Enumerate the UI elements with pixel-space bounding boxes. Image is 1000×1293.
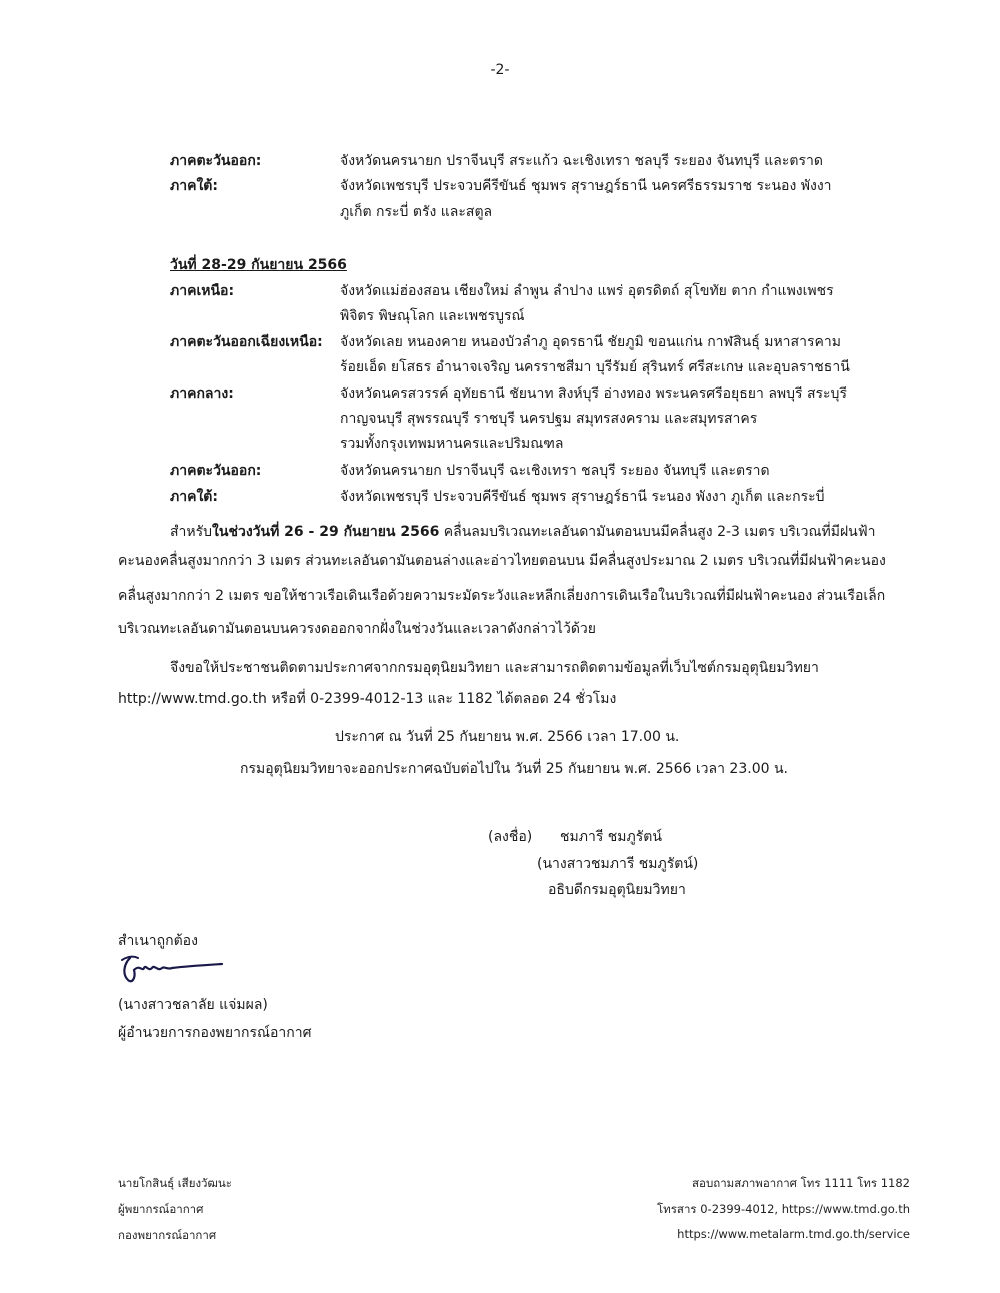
region-label-south-2: ภาคใต้: bbox=[170, 489, 218, 505]
region-provinces-north: จังหวัดแม่ฮ่องสอน เชียงใหม่ ลำพูน ลำปาง แพร่ อุตรดิตถ์ สุโขทัย ตาก กำแพงเพชร bbox=[340, 283, 834, 299]
region-provinces-south-1: จังหวัดเพชรบุรี ประจวบคีรีขันธ์ ชุมพร สุราษฎร์ธานี นครศรีธรรมราช ระนอง พังงา bbox=[340, 178, 832, 194]
signed-name: ชมภารี ชมภูรัตน์ bbox=[560, 829, 662, 845]
region-provinces-central-cont: กาญจนบุรี สุพรรณบุรี ราชบุรี นครปฐม สมุทรสงคราม และสมุทรสาคร bbox=[340, 411, 758, 427]
marine-warning-line-3: คลื่นสูงมากกว่า 2 เมตร ขอให้ชาวเรือเดินเรือด้วยความระมัดระวังและหลีกเลี่ยงการเดินเรือในบริเวณที่มีฝนฟ้าคะนอง ส่วนเรือเล็ก bbox=[118, 588, 886, 604]
date-heading: วันที่ 28-29 กันยายน 2566 bbox=[170, 257, 347, 273]
forecaster-role: ผู้พยากรณ์อากาศ bbox=[118, 1202, 204, 1216]
forecaster-division: กองพยากรณ์อากาศ bbox=[118, 1228, 217, 1242]
contact-fax-web: โทรสาร 0-2399-4012, https://www.tmd.go.th bbox=[657, 1202, 910, 1216]
director-position: อธิบดีกรมอุตุนิยมวิทยา bbox=[548, 882, 686, 898]
region-label-central: ภาคกลาง: bbox=[170, 386, 234, 402]
advisory-line-1: จึงขอให้ประชาชนติดตามประกาศจากกรมอุตุนิยมวิทยา และสามารถติดตามข้อมูลที่เว็บไซต์กรมอุตุนิยมวิทยา bbox=[170, 660, 819, 676]
director-full-name: (นางสาวชมภารี ชมภูรัตน์) bbox=[537, 856, 699, 872]
signed-label: (ลงชื่อ) bbox=[488, 829, 533, 845]
certified-label: สำเนาถูกต้อง bbox=[118, 933, 198, 949]
region-provinces-central: จังหวัดนครสวรรค์ อุทัยธานี ชัยนาท สิงห์บุรี อ่างทอง พระนครศรีอยุธยา ลพบุรี สระบุรี bbox=[340, 386, 847, 402]
certifier-position: ผู้อำนวยการกองพยากรณ์อากาศ bbox=[118, 1025, 312, 1041]
region-provinces-central-cont2: รวมทั้งกรุงเทพมหานครและปริมณฑล bbox=[340, 436, 564, 452]
marine-warning-line-1: สำหรับในช่วงวันที่ 26 - 29 กันยายน 2566 คลื่นลมบริเวณทะเลอันดามันตอนบนมีคลื่นสูง 2-3 เมตร บริเวณที่มีฝนฟ้า bbox=[170, 524, 876, 540]
region-provinces-northeast-cont: ร้อยเอ็ด ยโสธร อำนาจเจริญ นครราชสีมา บุรีรัมย์ สุรินทร์ ศรีสะเกษ และอุบลราชธานี bbox=[340, 359, 850, 375]
next-announce: กรมอุตุนิยมวิทยาจะออกประกาศฉบับต่อไปใน วันที่ 25 กันยายน พ.ศ. 2566 เวลา 23.00 น. bbox=[240, 761, 788, 777]
region-label-south-1: ภาคใต้: bbox=[170, 178, 218, 194]
region-provinces-north-cont: พิจิตร พิษณุโลก และเพชรบูรณ์ bbox=[340, 308, 525, 324]
announce-date: ประกาศ ณ วันที่ 25 กันยายน พ.ศ. 2566 เวลา 17.00 น. bbox=[335, 729, 680, 745]
region-provinces-northeast: จังหวัดเลย หนองคาย หนองบัวลำภู อุดรธานี ชัยภูมิ ขอนแก่น กาฬสินธุ์ มหาสารคาม bbox=[340, 334, 841, 350]
region-label-east-2: ภาคตะวันออก: bbox=[170, 463, 262, 479]
page-number: -2- bbox=[490, 62, 510, 78]
handwritten-signature bbox=[118, 950, 228, 990]
region-provinces-east-2: จังหวัดนครนายก ปราจีนบุรี ฉะเชิงเทรา ชลบุรี ระยอง จันทบุรี และตราด bbox=[340, 463, 770, 479]
region-label-north: ภาคเหนือ: bbox=[170, 283, 235, 299]
region-label-northeast: ภาคตะวันออกเฉียงเหนือ: bbox=[170, 334, 323, 350]
marine-warning-line-4: บริเวณทะเลอันดามันตอนบนควรงดออกจากฝั่งในช่วงวันและเวลาดังกล่าวไว้ด้วย bbox=[118, 621, 596, 637]
region-provinces-south-2: จังหวัดเพชรบุรี ประจวบคีรีขันธ์ ชุมพร สุราษฎร์ธานี ระนอง พังงา ภูเก็ต และกระบี่ bbox=[340, 489, 825, 505]
region-label-east-1: ภาคตะวันออก: bbox=[170, 153, 262, 169]
marine-warning-line-2: คะนองคลื่นสูงมากกว่า 3 เมตร ส่วนทะเลอันดามันตอนล่างและอ่าวไทยตอนบน มีคลื่นสูงประมาณ 2 เมตร บริเวณที่มีฝนฟ้าคะนอง bbox=[118, 553, 886, 569]
forecaster-name: นายโกสินธุ์ เสียงวัฒนะ bbox=[118, 1176, 232, 1190]
warning-period: ในช่วงวันที่ 26 - 29 กันยายน 2566 bbox=[212, 524, 440, 540]
advisory-line-2: http://www.tmd.go.th หรือที่ 0-2399-4012-13 และ 1182 ได้ตลอด 24 ชั่วโมง bbox=[118, 691, 617, 707]
region-provinces-east-1: จังหวัดนครนายก ปราจีนบุรี สระแก้ว ฉะเชิงเทรา ชลบุรี ระยอง จันทบุรี และตราด bbox=[340, 153, 823, 169]
region-provinces-south-1-cont: ภูเก็ต กระบี่ ตรัง และสตูล bbox=[340, 204, 493, 220]
certifier-name: (นางสาวชลาลัย แจ่มผล) bbox=[118, 997, 268, 1013]
contact-phone: สอบถามสภาพอากาศ โทร 1111 โทร 1182 bbox=[692, 1176, 910, 1190]
contact-service-url: https://www.metalarm.tmd.go.th/service bbox=[677, 1227, 910, 1241]
